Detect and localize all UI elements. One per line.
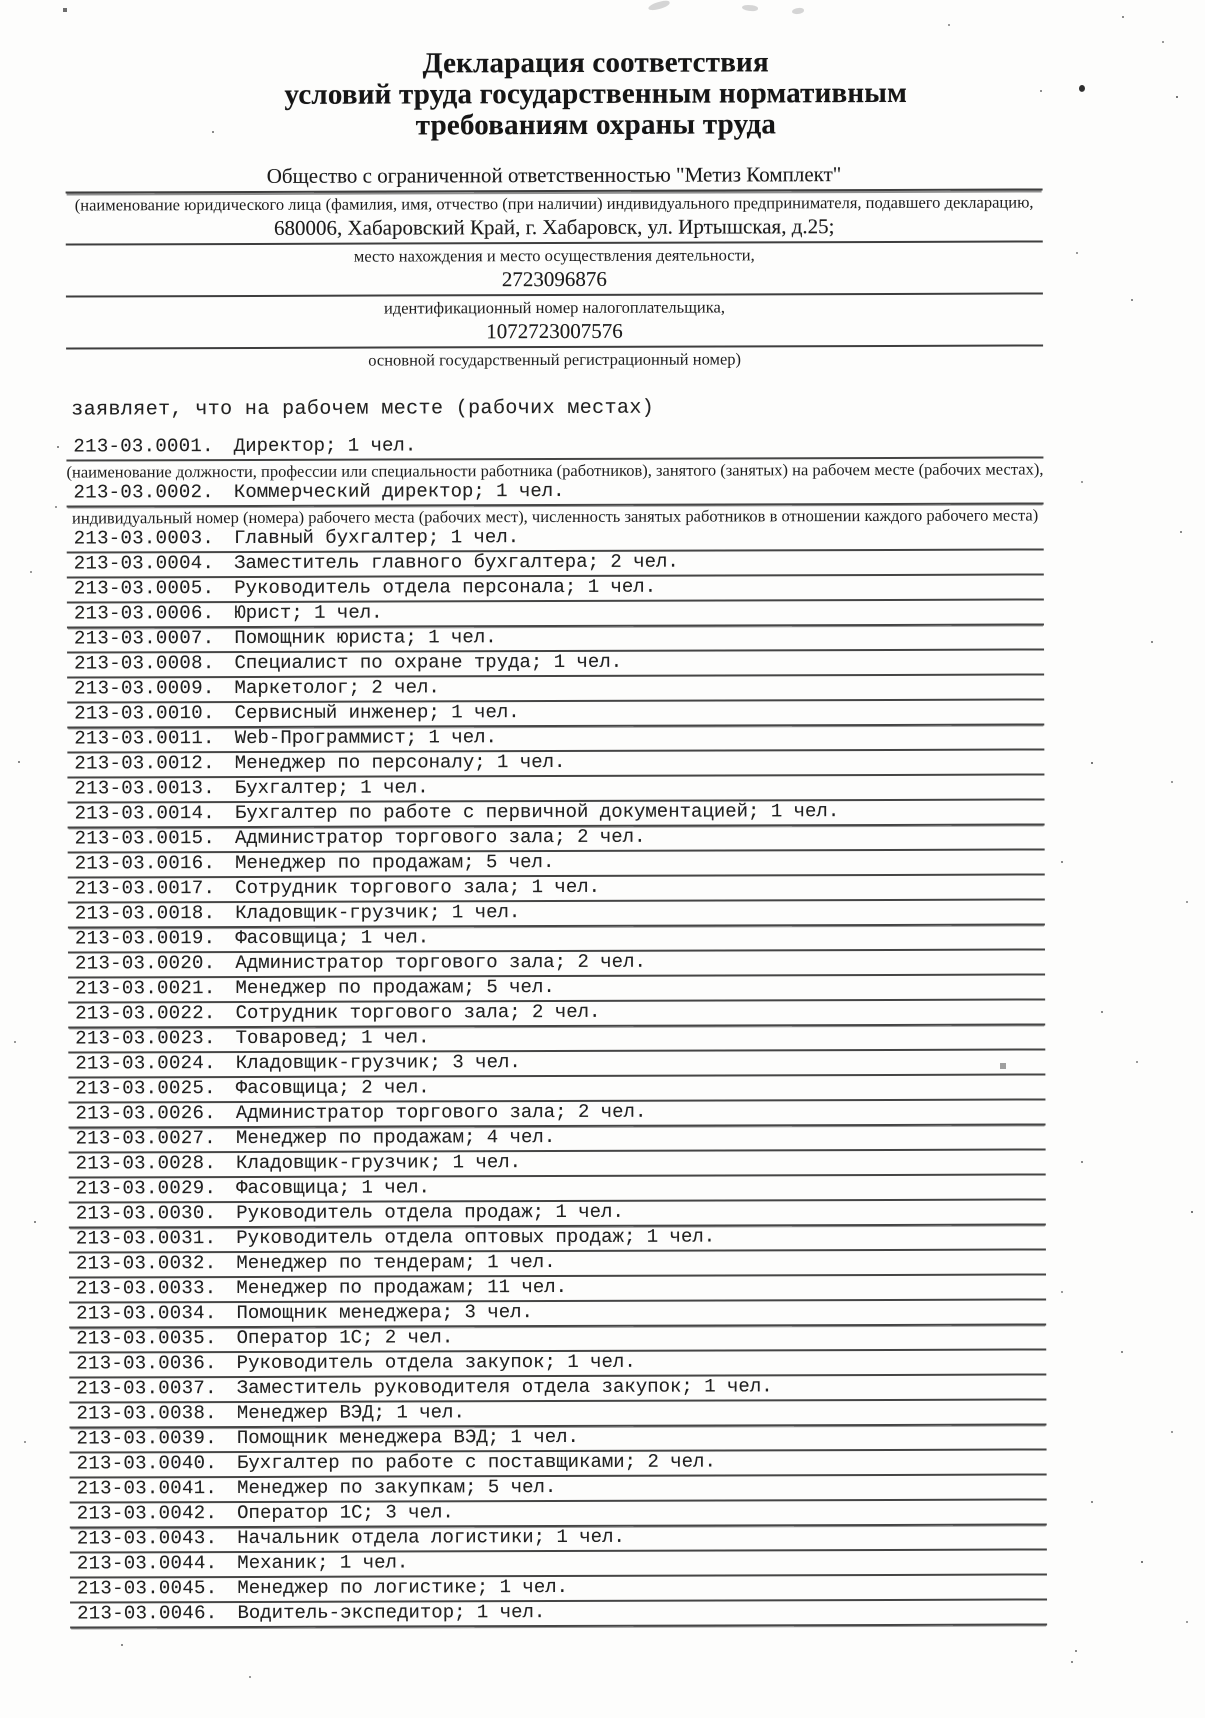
workplace-row-line xyxy=(68,925,1045,953)
workplace-row-id: 213-03.0040. xyxy=(76,1452,218,1475)
workplace-row xyxy=(68,1000,1045,1028)
workplace-row xyxy=(67,575,1044,603)
workplace-row-line xyxy=(69,1425,1046,1453)
workplace-row xyxy=(67,550,1044,578)
workplace-row-id: 213-03.0011. xyxy=(74,727,215,750)
declaration-statement: заявляет, что на рабочем месте (рабочих местах) xyxy=(71,396,655,422)
workplace-row-line xyxy=(67,725,1044,753)
workplace-row-line xyxy=(70,1550,1047,1578)
workplace-row-line xyxy=(66,433,1043,461)
workplace-row-id: 213-03.0006. xyxy=(73,602,215,625)
workplace-row-line xyxy=(68,1000,1045,1028)
org-address-caption: место нахождения и место осуществления деятельности, xyxy=(353,245,755,266)
workplace-row xyxy=(69,1300,1046,1328)
workplace-row-text: Менеджер по продажам; 11 чел. xyxy=(236,1275,568,1300)
workplace-row xyxy=(70,1550,1047,1578)
workplace-row-id: 213-03.0029. xyxy=(75,1177,217,1200)
workplace-row-text: Менеджер по закупкам; 5 чел. xyxy=(237,1475,557,1500)
workplace-row-id: 213-03.0012. xyxy=(74,752,215,775)
workplace-row-text: Сервисный инженер; 1 чел. xyxy=(234,701,520,725)
workplace-row-text: Бухгалтер; 1 чел. xyxy=(234,776,429,800)
workplace-row-line xyxy=(68,975,1045,1003)
workplace-row-line xyxy=(70,1525,1047,1553)
workplace-row xyxy=(70,1500,1047,1528)
org-address-value: 680006, Хабаровский Край, г. Хабаровск, ул. Иртышская, д.25; xyxy=(66,213,1043,245)
org-ogrn-caption: основной государственный регистрационный номер) xyxy=(368,349,742,370)
workplace-row-id: 213-03.0035. xyxy=(76,1327,217,1350)
workplace-row-id: 213-03.0030. xyxy=(75,1202,217,1225)
workplace-row-id: 213-03.0045. xyxy=(76,1577,218,1600)
workplace-row-line xyxy=(67,550,1044,578)
workplace-row-line xyxy=(70,1450,1047,1478)
workplace-row-line xyxy=(68,900,1045,928)
workplace-row-caption: (наименование должности, профессии или специальности работника (работников), занятого (занятых) на рабочем месте (рабочих местах), xyxy=(66,459,1044,482)
workplace-row-line xyxy=(69,1400,1046,1428)
workplace-row-id: 213-03.0024. xyxy=(75,1052,216,1075)
workplace-row-text: Бухгалтер по работе с первичной документацией; 1 чел. xyxy=(234,800,840,825)
workplace-row-id: 213-03.0043. xyxy=(76,1527,218,1550)
workplace-row-line xyxy=(69,1225,1046,1253)
workplace-row-id: 213-03.0003. xyxy=(73,527,215,550)
workplace-row-text: Руководитель отдела продаж; 1 чел. xyxy=(236,1200,624,1225)
workplace-row xyxy=(66,433,1043,482)
org-name-value: Общество с ограниченной ответственностью "Метиз Комплект" xyxy=(66,161,1043,193)
workplace-row-id: 213-03.0022. xyxy=(75,1002,216,1025)
org-inn-caption: идентификационный номер налогоплательщика, xyxy=(383,297,725,318)
workplace-row-text: Заместитель руководителя отдела закупок; 1 чел. xyxy=(236,1375,773,1400)
workplace-row-line xyxy=(68,1050,1045,1078)
workplace-row-id: 213-03.0033. xyxy=(76,1277,217,1300)
workplace-row-line xyxy=(67,525,1044,553)
org-address-field xyxy=(66,213,1043,268)
workplace-row-text: Сотрудник торгового зала; 1 чел. xyxy=(235,875,601,900)
workplace-row-line xyxy=(69,1150,1046,1178)
workplace-row-id: 213-03.0026. xyxy=(75,1102,216,1125)
workplace-row-line xyxy=(69,1300,1046,1328)
workplace-row-text: Менеджер по персоналу; 1 чел. xyxy=(234,750,566,775)
workplace-row-text: Руководитель отдела персонала; 1 чел. xyxy=(234,575,657,600)
workplace-row xyxy=(70,1525,1047,1553)
workplace-row-text: Товаровед; 1 чел. xyxy=(235,1026,430,1050)
workplace-row-line xyxy=(70,1575,1047,1603)
workplace-row-text: Администратор торгового зала; 2 чел. xyxy=(234,825,646,850)
workplace-row-caption: индивидуальный номер (номера) рабочего места (рабочих мест), численность занятых работников в отношении каждого рабочего места) xyxy=(71,505,1039,528)
workplace-row xyxy=(69,1175,1046,1203)
org-name-field xyxy=(66,161,1043,216)
workplace-row xyxy=(67,750,1044,778)
workplace-row xyxy=(69,1125,1046,1153)
workplace-row-line xyxy=(68,800,1045,828)
workplace-row-id: 213-03.0025. xyxy=(75,1077,216,1100)
org-ogrn-field xyxy=(66,317,1043,372)
workplace-row xyxy=(69,1200,1046,1228)
workplace-row-text: Специалист по охране труда; 1 чел. xyxy=(234,650,623,675)
workplace-row-id: 213-03.0028. xyxy=(75,1152,217,1175)
document-title xyxy=(107,46,1084,142)
document-title-line-2: условий труда государственным нормативным xyxy=(284,76,908,111)
workplace-row xyxy=(67,479,1044,528)
workplace-row-id: 213-03.0019. xyxy=(74,927,216,950)
org-ogrn-value: 1072723007576 xyxy=(66,317,1043,349)
workplace-row-text: Администратор торгового зала; 2 чел. xyxy=(235,950,646,975)
workplace-row-line xyxy=(67,675,1044,703)
workplace-row-line xyxy=(67,600,1044,628)
workplace-row-line xyxy=(69,1275,1046,1303)
workplace-row xyxy=(69,1275,1046,1303)
workplace-row xyxy=(69,1400,1046,1428)
scan-noise-speckles xyxy=(0,0,2,2)
workplace-row-line xyxy=(67,479,1044,507)
workplace-row-line xyxy=(69,1375,1046,1403)
workplace-row-id: 213-03.0038. xyxy=(76,1402,217,1425)
org-inn-field xyxy=(66,265,1043,320)
workplace-row-id: 213-03.0027. xyxy=(75,1127,217,1150)
workplace-row xyxy=(68,850,1045,878)
workplace-row-text: Администратор торгового зала; 2 чел. xyxy=(235,1100,647,1125)
workplace-row-line xyxy=(70,1475,1047,1503)
workplace-row xyxy=(68,875,1045,903)
workplace-row-text: Механик; 1 чел. xyxy=(237,1551,409,1575)
workplace-row-id: 213-03.0036. xyxy=(76,1352,217,1375)
workplace-row-line xyxy=(68,950,1045,978)
workplace-row-line xyxy=(70,1500,1047,1528)
workplace-row-id: 213-03.0001. xyxy=(73,435,214,458)
workplace-row-text: Web-Программист; 1 чел. xyxy=(234,726,497,750)
workplace-row xyxy=(68,825,1045,853)
workplace-row xyxy=(69,1225,1046,1253)
workplace-row-text: Кладовщик-грузчик; 3 чел. xyxy=(235,1051,521,1075)
workplace-row-text: Менеджер ВЭД; 1 чел. xyxy=(236,1401,465,1425)
workplace-row-id: 213-03.0042. xyxy=(76,1502,218,1525)
workplace-row-id: 213-03.0017. xyxy=(74,877,216,900)
workplace-row-id: 213-03.0002. xyxy=(73,481,215,504)
workplace-row-line xyxy=(67,775,1044,803)
workplace-row xyxy=(69,1350,1046,1378)
workplace-row-text: Юрист; 1 чел. xyxy=(234,601,383,625)
workplace-row-text: Менеджер по тендерам; 1 чел. xyxy=(236,1250,556,1275)
workplace-row xyxy=(70,1475,1047,1503)
workplace-row-id: 213-03.0031. xyxy=(75,1227,217,1250)
workplace-row-line xyxy=(68,875,1045,903)
workplace-row xyxy=(68,800,1045,828)
workplace-row-line xyxy=(69,1250,1046,1278)
document-title-line-3: требованиям охраны труда xyxy=(415,108,777,142)
workplace-row-text: Руководитель отдела закупок; 1 чел. xyxy=(236,1350,636,1375)
workplace-row-line xyxy=(68,850,1045,878)
workplace-row-id: 213-03.0016. xyxy=(74,852,216,875)
workplace-row-line xyxy=(68,1025,1045,1053)
workplace-row-text: Фасовщица; 1 чел. xyxy=(235,926,430,950)
workplace-row-text: Заместитель главного бухгалтера; 2 чел. xyxy=(234,550,679,575)
workplace-row-id: 213-03.0037. xyxy=(76,1377,217,1400)
workplace-row-id: 213-03.0004. xyxy=(73,552,215,575)
workplace-rows xyxy=(66,433,1047,1628)
workplace-row-id: 213-03.0015. xyxy=(74,827,216,850)
workplace-row xyxy=(69,1375,1046,1403)
workplace-row xyxy=(69,1425,1046,1453)
workplace-row xyxy=(68,1050,1045,1078)
workplace-row-line xyxy=(67,625,1044,653)
workplace-row-line xyxy=(69,1200,1046,1228)
workplace-row-line xyxy=(68,1100,1045,1128)
workplace-row xyxy=(69,1150,1046,1178)
workplace-row-id: 213-03.0009. xyxy=(74,677,215,700)
workplace-row-line xyxy=(67,750,1044,778)
workplace-row-text: Менеджер по продажам; 4 чел. xyxy=(235,1126,556,1150)
workplace-row-text: Директор; 1 чел. xyxy=(233,434,417,458)
workplace-row-text: Кладовщик-грузчик; 1 чел. xyxy=(235,1151,522,1175)
workplace-row xyxy=(68,925,1045,953)
workplace-row xyxy=(70,1575,1047,1603)
workplace-row-text: Кладовщик-грузчик; 1 чел. xyxy=(235,901,521,925)
workplace-row-line xyxy=(69,1175,1046,1203)
document-title-line-1: Декларация соответствия xyxy=(422,46,769,80)
workplace-row-id: 213-03.0007. xyxy=(73,627,215,650)
workplace-row-text: Руководитель отдела оптовых продаж; 1 чел. xyxy=(236,1225,716,1250)
workplace-row xyxy=(67,675,1044,703)
workplace-row xyxy=(67,725,1044,753)
workplace-row xyxy=(70,1600,1047,1628)
workplace-row-id: 213-03.0039. xyxy=(76,1427,217,1450)
workplace-row-id: 213-03.0014. xyxy=(74,802,216,825)
workplace-row-line xyxy=(69,1350,1046,1378)
workplace-row-line xyxy=(70,1600,1047,1628)
workplace-row-text: Маркетолог; 2 чел. xyxy=(234,676,440,700)
workplace-row xyxy=(67,625,1044,653)
workplace-row-id: 213-03.0020. xyxy=(74,952,216,975)
org-name-caption: (наименование юридического лица (фамилия, имя, отчество (при наличии) индивидуального предпринимателя, подавшего декларацию, xyxy=(74,192,1034,215)
workplace-row-id: 213-03.0005. xyxy=(73,577,215,600)
workplace-row-line xyxy=(67,575,1044,603)
workplace-row-text: Главный бухгалтер; 1 чел. xyxy=(234,526,520,550)
workplace-row-id: 213-03.0013. xyxy=(74,777,215,800)
organization-fields xyxy=(66,161,1044,372)
workplace-row-id: 213-03.0041. xyxy=(76,1477,218,1500)
workplace-row-text: Водитель-экспедитор; 1 чел. xyxy=(237,1601,546,1625)
document-content xyxy=(65,0,1047,1629)
workplace-row-id: 213-03.0008. xyxy=(74,652,215,675)
workplace-row-text: Оператор 1С; 3 чел. xyxy=(237,1501,454,1525)
workplace-row xyxy=(67,650,1044,678)
workplace-row xyxy=(67,600,1044,628)
workplace-row xyxy=(68,975,1045,1003)
workplace-row xyxy=(68,950,1045,978)
org-inn-value: 2723096876 xyxy=(66,265,1043,297)
workplace-row xyxy=(68,1025,1045,1053)
workplace-row-text: Фасовщица; 2 чел. xyxy=(235,1076,430,1100)
workplace-row xyxy=(69,1325,1046,1353)
workplace-row xyxy=(67,700,1044,728)
workplace-row-id: 213-03.0021. xyxy=(75,977,216,1000)
workplace-row-text: Менеджер по логистике; 1 чел. xyxy=(237,1575,569,1600)
workplace-row-id: 213-03.0032. xyxy=(75,1252,217,1275)
workplace-row-id: 213-03.0046. xyxy=(77,1602,218,1625)
workplace-row-id: 213-03.0018. xyxy=(74,902,216,925)
workplace-row-text: Сотрудник торгового зала; 2 чел. xyxy=(235,1000,601,1025)
workplace-row xyxy=(70,1450,1047,1478)
workplace-row-text: Коммерческий директор; 1 чел. xyxy=(233,479,565,504)
workplace-row-line xyxy=(68,825,1045,853)
workplace-row xyxy=(67,775,1044,803)
workplace-row-text: Помощник менеджера; 3 чел. xyxy=(236,1301,533,1325)
workplace-row-text: Бухгалтер по работе с поставщиками; 2 чел. xyxy=(236,1450,716,1475)
workplace-row xyxy=(68,1075,1045,1103)
workplace-row-id: 213-03.0044. xyxy=(76,1552,218,1575)
workplace-row-line xyxy=(69,1325,1046,1353)
workplace-row-text: Менеджер по продажам; 5 чел. xyxy=(235,976,555,1000)
workplace-row-line xyxy=(68,1075,1045,1103)
workplace-row-text: Помощник менеджера ВЭД; 1 чел. xyxy=(236,1425,579,1450)
workplace-row-id: 213-03.0023. xyxy=(75,1027,216,1050)
workplace-row-id: 213-03.0034. xyxy=(76,1302,217,1325)
workplace-row-text: Помощник юриста; 1 чел. xyxy=(234,626,497,650)
workplace-row-line xyxy=(69,1125,1046,1153)
workplace-row-text: Фасовщица; 1 чел. xyxy=(236,1176,430,1200)
workplace-row xyxy=(67,525,1044,553)
workplace-row xyxy=(69,1250,1046,1278)
workplace-row-line xyxy=(67,650,1044,678)
workplace-row-id: 213-03.0010. xyxy=(74,702,215,725)
workplace-row xyxy=(68,900,1045,928)
workplace-row-text: Менеджер по продажам; 5 чел. xyxy=(235,851,555,875)
workplace-row-text: Начальник отдела логистики; 1 чел. xyxy=(237,1525,625,1550)
workplace-row-text: Оператор 1С; 2 чел. xyxy=(236,1326,454,1350)
workplace-row xyxy=(68,1100,1045,1128)
workplace-row-line xyxy=(67,700,1044,728)
